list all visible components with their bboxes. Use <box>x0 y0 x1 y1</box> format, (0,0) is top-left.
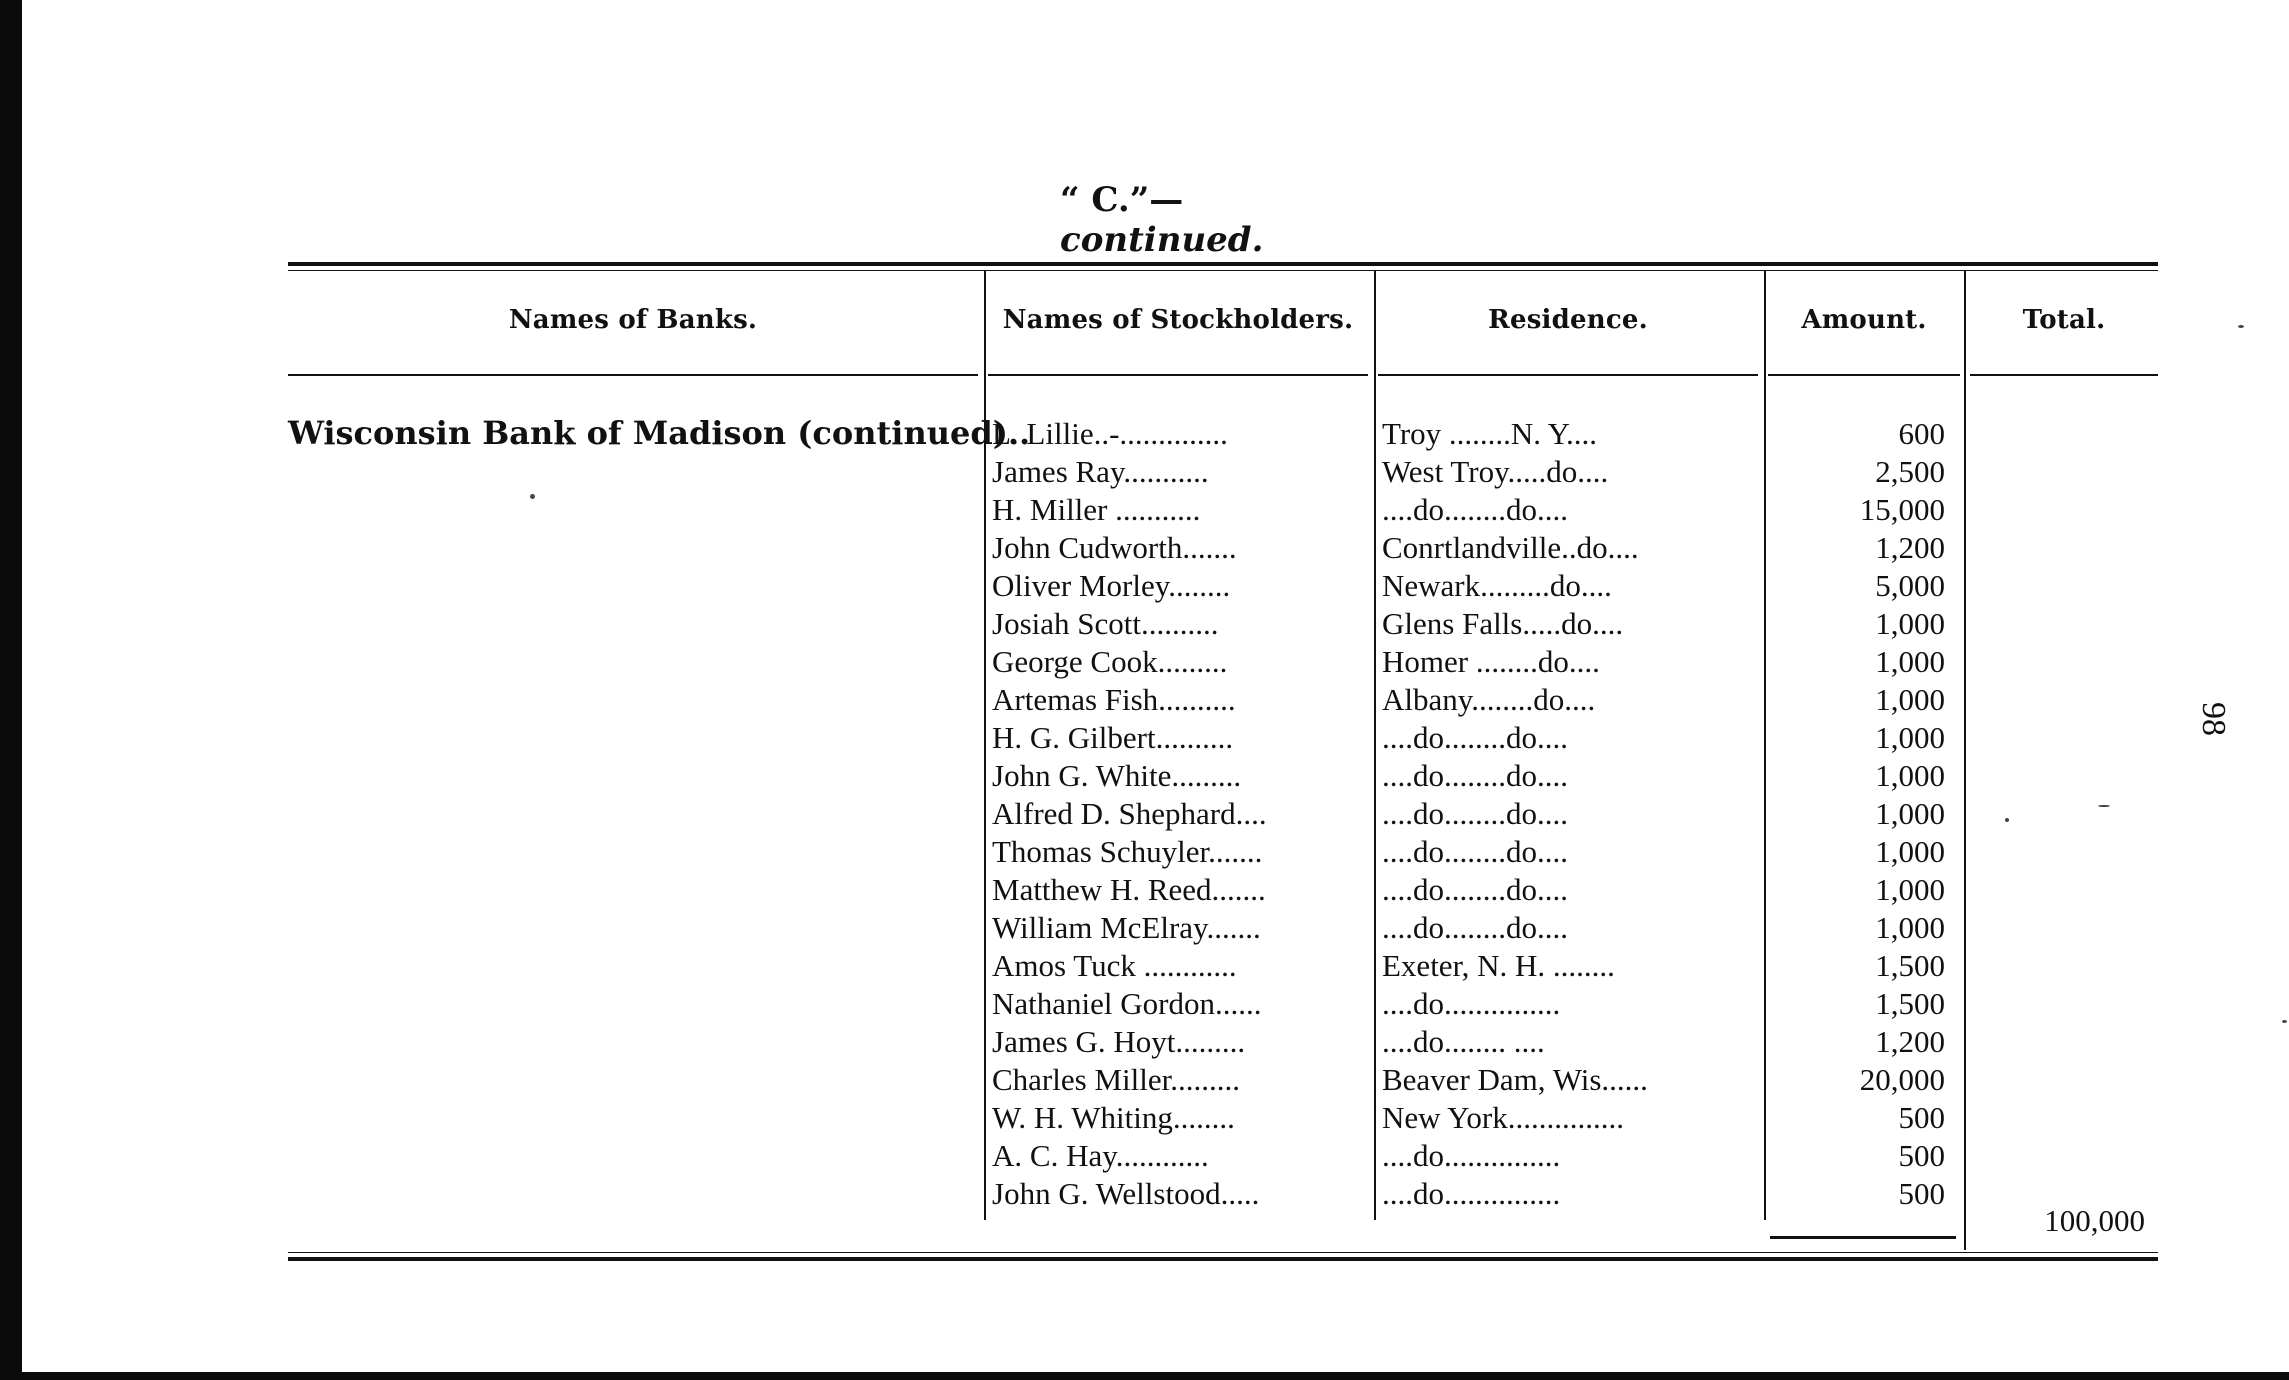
residence: ....do............... <box>1382 1138 1561 1173</box>
stockholder-name: Alfred D. Shephard.... <box>992 796 1267 831</box>
bank-name: Wisconsin Bank of Madison (continued).. <box>288 414 1031 452</box>
amount-sum-rule <box>1770 1236 1956 1239</box>
residence: West Troy.....do.... <box>1382 454 1609 489</box>
total-value: 100,000 <box>2044 1203 2145 1238</box>
table-row <box>0 909 2289 947</box>
title-label: “ C.”— <box>1060 180 1184 220</box>
amount: 1,000 <box>1875 872 1945 907</box>
amount: 1,000 <box>1875 720 1945 755</box>
amount: 1,000 <box>1875 682 1945 717</box>
header-total: Total. <box>2022 305 2106 335</box>
header-underline <box>1970 374 2158 376</box>
table-row <box>0 491 2289 529</box>
header-underline <box>1378 374 1758 376</box>
header-amount: Amount. <box>1801 305 1927 335</box>
amount: 20,000 <box>1859 1062 1945 1097</box>
scan-speck <box>2098 805 2110 807</box>
table-row <box>0 1099 2289 1137</box>
stockholder-name: Thomas Schuyler....... <box>992 834 1263 869</box>
scan-speck <box>2005 818 2009 822</box>
amount: 15,000 <box>1859 492 1945 527</box>
scan-speck <box>2238 325 2244 328</box>
amount: 2,500 <box>1875 454 1945 489</box>
amount: 1,000 <box>1875 834 1945 869</box>
residence: ....do............... <box>1382 1176 1561 1211</box>
table-row <box>0 453 2289 491</box>
residence: Glens Falls.....do.... <box>1382 606 1624 641</box>
table-row <box>0 795 2289 833</box>
residence: ....do........do.... <box>1382 834 1568 869</box>
residence: Albany........do.... <box>1382 682 1596 717</box>
stockholder-name: H. G. Gilbert.......... <box>992 720 1234 755</box>
scan-speck <box>530 494 535 499</box>
amount: 1,500 <box>1875 948 1945 983</box>
header-underline <box>1768 374 1960 376</box>
amount: 1,000 <box>1875 910 1945 945</box>
header-stockholders: Names of Stockholders. <box>1002 305 1354 335</box>
residence: Beaver Dam, Wis...... <box>1382 1062 1648 1097</box>
table-row <box>0 871 2289 909</box>
residence: ....do........do.... <box>1382 796 1568 831</box>
page-title <box>1060 180 1360 260</box>
stockholder-name: H. Miller ........... <box>992 492 1201 527</box>
table-row <box>0 947 2289 985</box>
residence: Conrtlandville..do.... <box>1382 530 1639 565</box>
header-banks: Names of Banks. <box>508 305 758 335</box>
stockholder-name: John Cudworth....... <box>992 530 1237 565</box>
header-residence: Residence. <box>1488 305 1648 335</box>
top-rule <box>288 262 2158 266</box>
table-row <box>0 985 2289 1023</box>
table-row <box>0 605 2289 643</box>
stockholder-name: Matthew H. Reed....... <box>992 872 1266 907</box>
title-continued: continued. <box>1060 220 1264 260</box>
amount: 1,000 <box>1875 796 1945 831</box>
stockholder-name: W. H. Whiting........ <box>992 1100 1235 1135</box>
residence: Newark.........do.... <box>1382 568 1612 603</box>
stockholder-name: Nathaniel Gordon...... <box>992 986 1262 1021</box>
stockholder-name: L. Lillie..-.............. <box>992 416 1228 451</box>
table-row <box>0 1175 2289 1213</box>
residence: ....do........do.... <box>1382 758 1568 793</box>
residence: ....do........do.... <box>1382 872 1568 907</box>
stockholder-name: Artemas Fish.......... <box>992 682 1236 717</box>
stockholder-name: William McElray....... <box>992 910 1261 945</box>
table-row <box>0 1023 2289 1061</box>
residence: ....do........do.... <box>1382 910 1568 945</box>
residence: New York............... <box>1382 1100 1624 1135</box>
amount: 1,200 <box>1875 530 1945 565</box>
amount: 600 <box>1898 416 1945 451</box>
residence: Exeter, N. H. ........ <box>1382 948 1615 983</box>
bottom-rule-thin <box>288 1252 2158 1253</box>
table-row <box>0 415 2289 453</box>
amount: 500 <box>1898 1176 1945 1211</box>
stockholder-name: James Ray........... <box>992 454 1209 489</box>
table-row <box>0 643 2289 681</box>
table-row <box>0 681 2289 719</box>
table-row <box>0 529 2289 567</box>
table-row <box>0 833 2289 871</box>
residence: Homer ........do.... <box>1382 644 1600 679</box>
amount: 1,000 <box>1875 758 1945 793</box>
amount: 500 <box>1898 1138 1945 1173</box>
amount: 1,200 <box>1875 1024 1945 1059</box>
amount: 500 <box>1898 1100 1945 1135</box>
amount: 1,500 <box>1875 986 1945 1021</box>
stockholder-name: George Cook......... <box>992 644 1228 679</box>
stockholder-name: Charles Miller......... <box>992 1062 1240 1097</box>
amount: 5,000 <box>1875 568 1945 603</box>
page-number: 98 <box>2195 702 2232 736</box>
header-underline <box>288 374 978 376</box>
stockholder-name: A. C. Hay............ <box>992 1138 1209 1173</box>
stockholder-name: John G. Wellstood..... <box>992 1176 1260 1211</box>
residence: ....do........do.... <box>1382 720 1568 755</box>
stockholder-name: Oliver Morley........ <box>992 568 1231 603</box>
stockholder-name: James G. Hoyt......... <box>992 1024 1246 1059</box>
bottom-rule <box>288 1257 2158 1261</box>
table-row <box>0 719 2289 757</box>
stockholder-name: Josiah Scott.......... <box>992 606 1219 641</box>
table-row <box>0 1137 2289 1175</box>
amount: 1,000 <box>1875 644 1945 679</box>
scan-edge-bottom <box>0 1372 2289 1380</box>
scan-speck <box>2282 1020 2287 1023</box>
residence: ....do........ .... <box>1382 1024 1545 1059</box>
residence: ....do............... <box>1382 986 1561 1021</box>
table-row <box>0 567 2289 605</box>
residence: ....do........do.... <box>1382 492 1568 527</box>
top-rule-thin <box>288 270 2158 271</box>
table-row <box>0 757 2289 795</box>
amount: 1,000 <box>1875 606 1945 641</box>
residence: Troy ........N. Y.... <box>1382 416 1598 451</box>
table-row <box>0 1061 2289 1099</box>
stockholder-name: John G. White......... <box>992 758 1242 793</box>
header-underline <box>988 374 1368 376</box>
stockholder-name: Amos Tuck ............ <box>992 948 1237 983</box>
